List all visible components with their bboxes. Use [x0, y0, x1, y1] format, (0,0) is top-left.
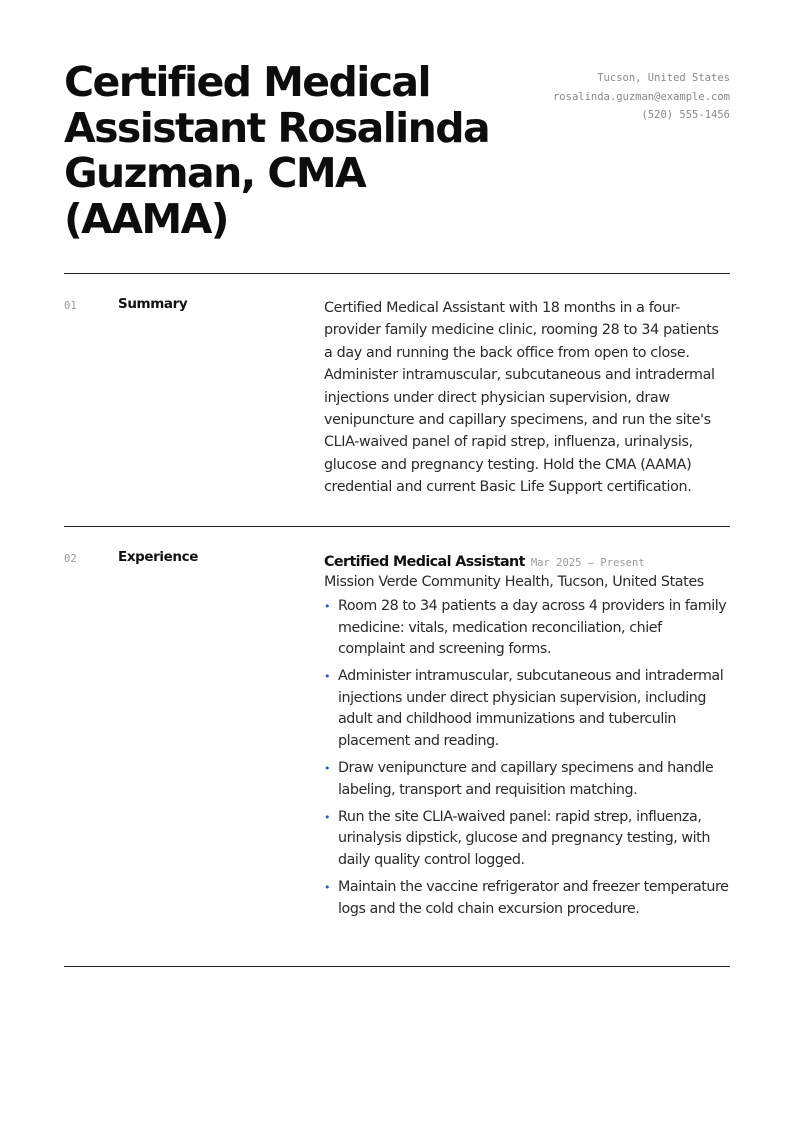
contact-email[interactable]: rosalinda.guzman@example.com [552, 90, 730, 103]
section-title: Summary [118, 296, 188, 312]
list-item [324, 596, 730, 661]
bullet-icon: • [324, 810, 331, 824]
summary-section [64, 274, 730, 526]
experience-body [324, 551, 730, 926]
section-title: Experience [118, 549, 198, 565]
job-bullets [324, 596, 730, 920]
job-header [324, 551, 730, 570]
contact-location: Tucson, United States [597, 72, 730, 84]
bullet-text: Administer intramuscular, subcutaneous and intradermal injections under direct physician supervision, including adult and childhood immunizations and tuberculin placement and reading. [338, 668, 724, 750]
candidate-name: Certified Medical Assistant Rosalinda Guzman, CMA (AAMA) [64, 58, 490, 243]
job-title: Certified Medical Assistant [324, 554, 525, 570]
bullet-icon: • [324, 670, 331, 684]
contact-block [553, 69, 730, 125]
job-dates: Mar 2025 — Present [530, 557, 645, 569]
list-item [324, 807, 730, 872]
bullet-icon: • [324, 600, 331, 613]
summary-text: Certified Medical Assistant with 18 months in a four-provider family medicine clinic, rooming 28 to 34 patients a day and running the back office from open to close. Administer intramuscular, subcutaneous and intradermal injections under direct physician supervision, draw venipuncture and capillary specimens, and run the site's CLIA-waived panel of rapid strep, influenza, urinalysis, glucose and pregnancy testing. Hold the CMA (AAMA) credential and current Basic Life Support certification. [324, 300, 719, 496]
bullet-text: Room 28 to 34 patients a day across 4 providers in family medicine: vitals, medication reconciliation, chief complaint and screening forms. [338, 598, 727, 658]
bullet-icon: • [324, 881, 331, 895]
list-item [324, 758, 730, 801]
summary-body [324, 297, 730, 499]
job-organization: Mission Verde Community Health, Tucson, United States [324, 574, 704, 590]
contact-phone[interactable]: (520) 555-1456 [641, 109, 730, 121]
bullet-text: Run the site CLIA-waived panel: rapid strep, influenza, urinalysis dipstick, glucose and pregnancy testing, with daily quality control logged. [338, 808, 710, 869]
list-item [324, 877, 730, 920]
bullet-text: Draw venipuncture and capillary specimens and handle labeling, transport and requisition matching. [338, 760, 714, 798]
resume-header [64, 0, 730, 273]
list-item [324, 666, 730, 752]
bullet-text: Maintain the vaccine refrigerator and freezer temperature logs and the cold chain excursion procedure. [338, 879, 729, 917]
experience-section [64, 527, 730, 966]
bullet-icon: • [324, 762, 331, 776]
section-number: 01 [64, 300, 77, 312]
section-divider [64, 966, 730, 967]
resume-page [64, 0, 730, 967]
section-number: 02 [64, 553, 77, 565]
